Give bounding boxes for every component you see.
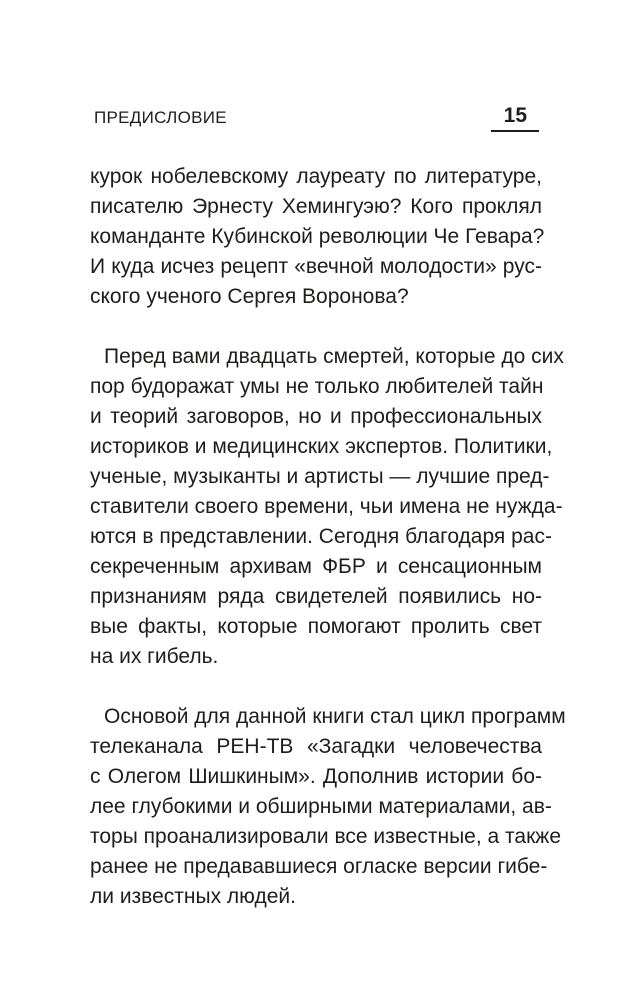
text-line: курок нобелевскому лауреату по литературе, [90,165,542,188]
section-title: ПРЕДИСЛОВИЕ [94,108,227,127]
text-line: ли известных людей. [90,885,296,908]
text-line: И куда исчез рецепт «вечной молодости» рус- [90,255,542,278]
text-line: ученые, музыканты и артисты — лучшие пред- [90,465,550,488]
page-number-rule [491,130,539,132]
text-line: ставители своего времени, чьи имена не нужда- [90,495,563,518]
text-line: на их гибель. [90,645,219,668]
paragraph-2 [90,342,564,672]
text-line: историков и медицинских экспертов. Политики, [90,435,553,458]
text-line: телеканала РЕН-ТВ «Загадки человечества [90,735,542,758]
text-line: и теорий заговоров, но и профессиональных [90,405,542,428]
paragraph-spacer [90,312,542,342]
text-line: ского ученого Сергея Воронова? [90,285,409,308]
paragraph-spacer [90,672,542,702]
text-line: ются в представлении. Сегодня благодаря рас- [90,525,552,548]
text-line: писателю Эрнесту Хемингуэю? Кого проклял [90,195,542,218]
text-line: пор будоражат умы не только любителей тайн [90,375,544,398]
text-line: вые факты, которые помогают пролить свет [90,615,542,638]
text-line: лее глубокими и обширными материалами, ав- [90,795,552,818]
body-text [90,162,566,912]
page-number: 15 [503,104,527,127]
text-line: Перед вами двадцать смертей, которые до сих [104,345,564,368]
text-line: секреченным архивам ФБР и сенсационным [90,555,542,578]
text-line: ранее не предававшиеся огласке версии гибе- [90,855,548,878]
text-line: команданте Кубинской революции Че Гевара? [90,225,545,248]
text-line: Основой для данной книги стал цикл программ [104,705,566,728]
paragraph-3 [90,702,566,912]
text-line: признаниям ряда свидетелей появились но- [90,585,542,608]
text-line: с Олегом Шишкиным». Дополнив истории бо- [90,765,542,788]
text-line: торы проанализировали все известные, а также [90,825,562,848]
paragraph-1 [90,162,545,312]
running-header [94,104,539,134]
